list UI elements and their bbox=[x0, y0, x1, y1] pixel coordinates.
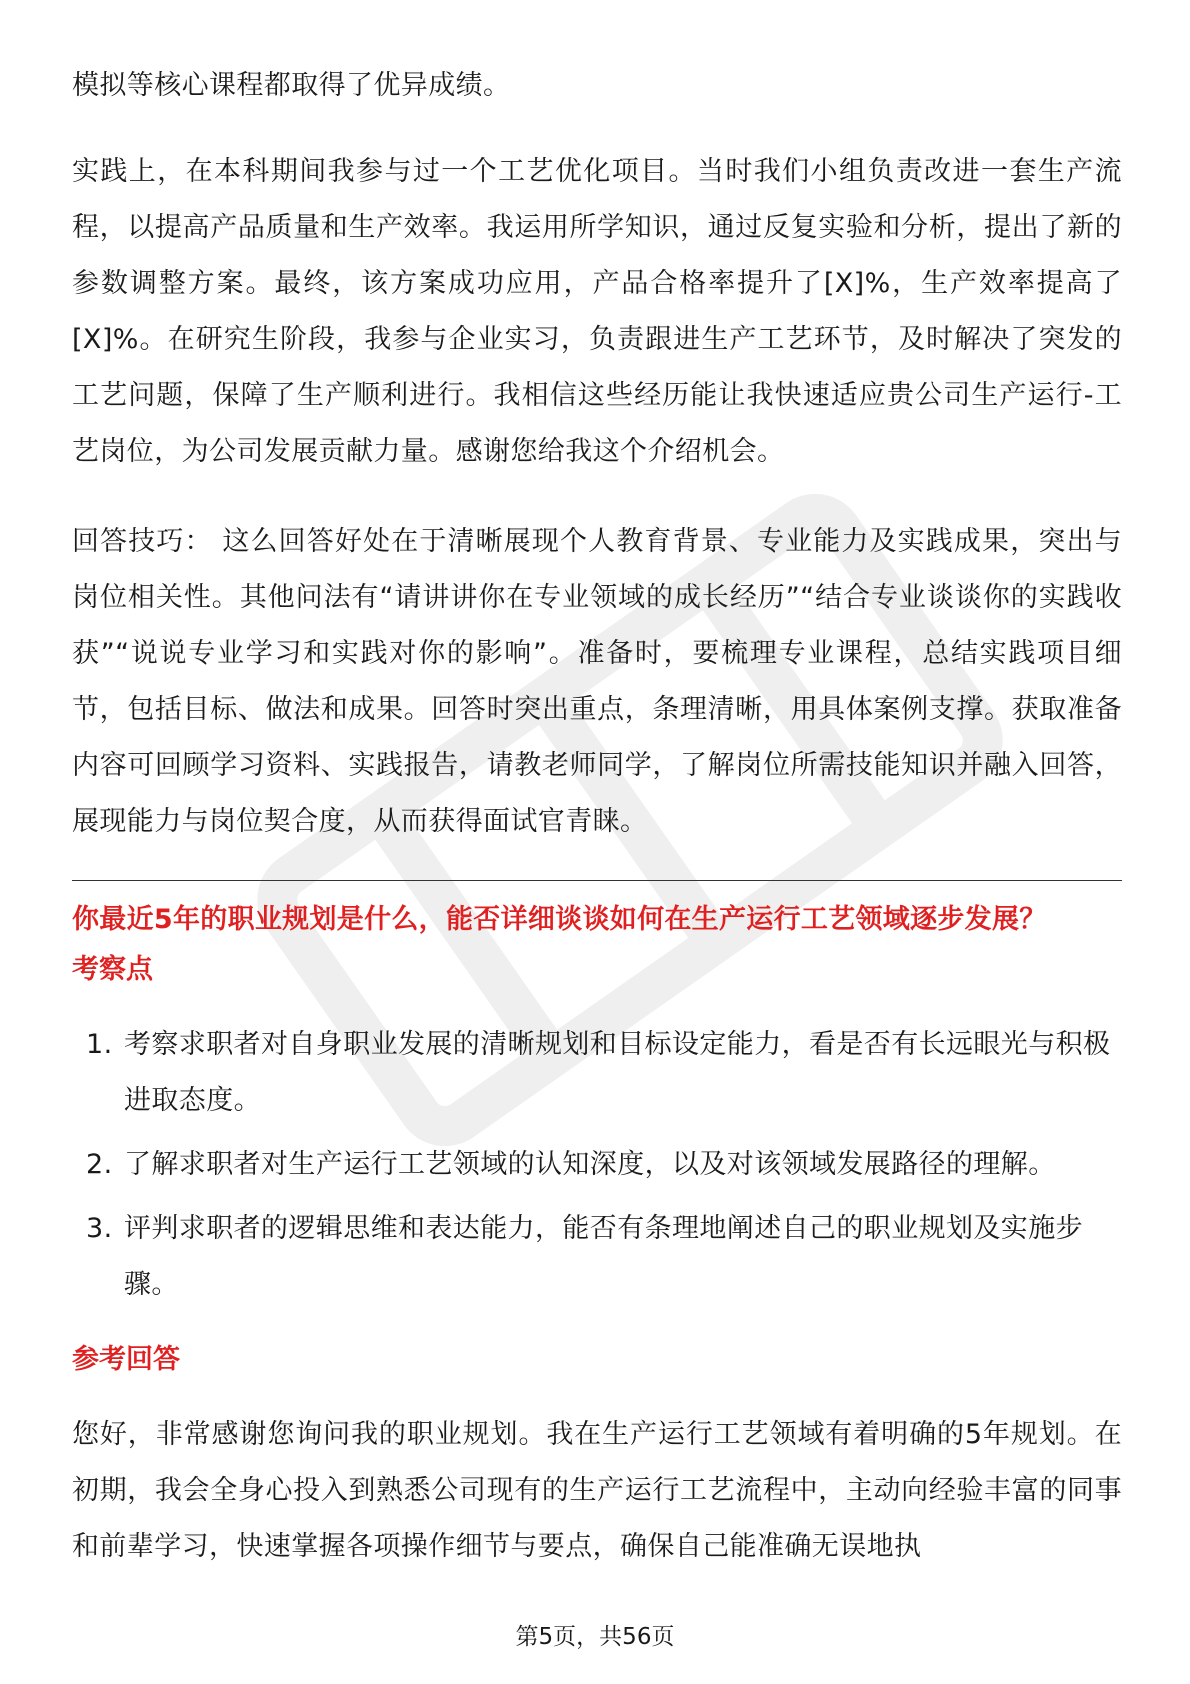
reference-answer-text: 您好，非常感谢您询问我的职业规划。我在生产运行工艺领域有着明确的5年规划。在初期，我会全身心投入到熟悉公司现有的生产运行工艺流程中，主动向经验丰富的同事和前辈学习，快速掌握各项操作细节与要点，确保自己能准确无误地执 bbox=[72, 1419, 1122, 1562]
paragraph-practice: 实践上，在本科期间我参与过一个工艺优化项目。当时我们小组负责改进一套生产流程，以提高产品质量和生产效率。我运用所学知识，通过反复实验和分析，提出了新的参数调整方案。最终，该方案成功应用，产品合格率提升了[X]%，生产效率提高了[X]%。在研究生阶段，我参与企业实习，负责跟进生产工艺环节，及时解决了突发的工艺问题，保障了生产顺利进行。我相信这些经历能让我快速适应贵公司生产运行-工艺岗位，为公司发展贡献力量。感谢您给我这个介绍机会。 bbox=[72, 156, 1122, 467]
exam-points-heading: 考察点 bbox=[72, 954, 153, 985]
list-item-text: 了解求职者对生产运行工艺领域的认知深度，以及对该领域发展路径的理解。 bbox=[124, 1149, 1056, 1180]
list-item-number: 3. bbox=[86, 1213, 113, 1244]
list-item-text: 评判求职者的逻辑思维和表达能力，能否有条理地阐述自己的职业规划及实施步骤。 bbox=[124, 1213, 1083, 1300]
page-footer: 第5页，共56页 bbox=[515, 1624, 675, 1650]
list-item bbox=[72, 1137, 1122, 1193]
list-item-text: 考察求职者对自身职业发展的清晰规划和目标设定能力，看是否有长远眼光与积极进取态度。 bbox=[124, 1029, 1111, 1116]
exam-points-list bbox=[72, 1017, 1122, 1313]
list-item-number: 2. bbox=[86, 1149, 113, 1180]
list-item-number: 1. bbox=[86, 1029, 113, 1060]
question-title: 你最近5年的职业规划是什么，能否详细谈谈如何在生产运行工艺领域逐步发展？ bbox=[72, 904, 1047, 935]
section-divider bbox=[72, 880, 1122, 881]
list-item bbox=[72, 1201, 1122, 1313]
list-item bbox=[72, 1017, 1122, 1129]
paragraph-answer-tips: 回答技巧： 这么回答好处在于清晰展现个人教育背景、专业能力及实践成果，突出与岗位相关性。其他问法有“请讲讲你在专业领域的成长经历”“结合专业谈谈你的实践收获”“说说专业学习和实践对你的影响”。准备时，要梳理专业课程，总结实践项目细节，包括目标、做法和成果。回答时突出重点，条理清晰，用具体案例支撑。获取准备内容可回顾学习资料、实践报告，请教老师同学，了解岗位所需技能知识并融入回答，展现能力与岗位契合度，从而获得面试官青睐。 bbox=[72, 526, 1122, 837]
paragraph-continuation: 模拟等核心课程都取得了优异成绩。 bbox=[72, 70, 511, 101]
reference-answer-heading: 参考回答 bbox=[72, 1344, 180, 1375]
document-page bbox=[72, 58, 1122, 1575]
